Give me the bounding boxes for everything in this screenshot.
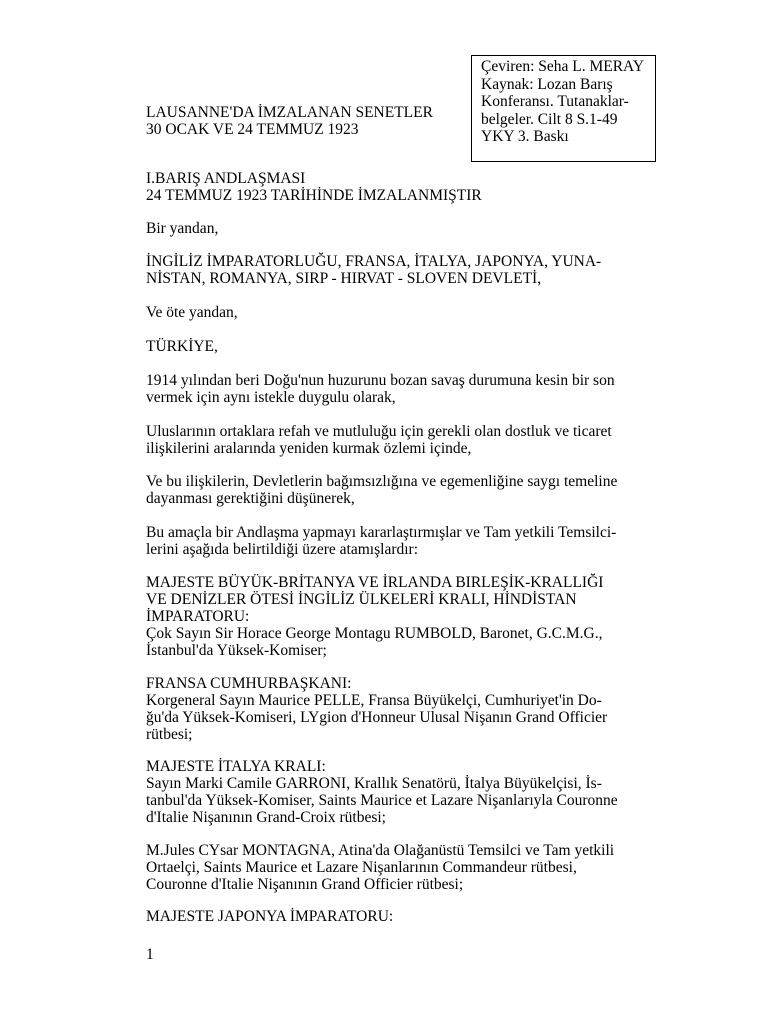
source-line: Kaynak: Lozan Barış (481, 75, 613, 93)
paragraph-montagna: M.Jules CYsar MONTAGNA, Atina'da Olağanüstü Temsilci ve Tam yetkili Ortaelçi, Saints Maurice et Lazare Nişanlarının Commandeur rütbesi, Couronne d'Italie Nişanının Grand Officier rütbesi; (146, 842, 615, 893)
page-number: 1 (146, 946, 154, 963)
paragraph-iliskiler: Ve bu ilişkilerin, Devletlerin bağımsızlığına ve egemenliğine saygı temeline dayanması gerektiğini düşünerek, (146, 473, 618, 507)
paragraph-japonya: MAJESTE JAPONYA İMPARATORU: (146, 908, 394, 925)
paragraph-amac: Bu amaçla bir Andlaşma yapmayı kararlaştırmışlar ve Tam yetkili Temsilci- lerini aşağıda belirtildiği üzere atamışlardır: (146, 524, 617, 558)
source-line: Konferansı. Tutanaklar- (481, 93, 629, 110)
paragraph-fransa: FRANSA CUMHURBAŞKANI: Korgeneral Sayın Maurice PELLE, Fransa Büyükelçi, Cumhuriyet'in Do- ğu'da Yüksek-Komiseri, LYgion d'Honneur Ulusal Nişanın Grand Officier rütbesi; (146, 675, 608, 743)
source-line: YKY 3. Baskı (481, 128, 569, 145)
paragraph-italya: MAJESTE İTALYA KRALI: Sayın Marki Camile GARRONI, Krallık Senatörü, İtalya Büyükelçisi, İs- tanbul'da Yüksek-Komiser, Saints Maurice et Lazare Nişanlarıyla Couronne d'Italie Nişanının Grand-Croix rütbesi; (146, 758, 618, 826)
paragraph-parties: İNGİLİZ İMPARATORLUĞU, FRANSA, İTALYA, JAPONYA, YUNA- NİSTAN, ROMANYA, SIRP - HIRVAT - SLOVEN DEVLETİ, (146, 253, 602, 287)
paragraph-ote-yandan: Ve öte yandan, (146, 304, 238, 321)
paragraph-1914: 1914 yılından beri Doğu'nun huzurunu bozan savaş durumuna kesin bir son vermek için aynı istekle duygulu olarak, (146, 372, 615, 406)
source-line: Çeviren: Seha L. MERAY (481, 58, 645, 75)
document-title: LAUSANNE'DA İMZALANAN SENETLER 30 OCAK VE 24 TEMMUZ 1923 (146, 104, 433, 138)
source-line: belgeler. Cilt 8 S.1-49 (481, 110, 618, 128)
paragraph-turkiye: TÜRKİYE, (146, 338, 218, 355)
paragraph-britanya: MAJESTE BÜYÜK-BRİTANYA VE İRLANDA BIRLEŞİK-KRALLIĞI VE DENİZLER ÖTESİ İNGİLİZ ÜLKELERİ KRALI, HİNDİSTAN İMPARATORU: Çok Sayın Sir Horace George Montagu RUMBOLD, Baronet, G.C.M.G., İstanbul'da Yüksek-Komiser; (146, 574, 604, 659)
treaty-heading: I.BARIŞ ANDLAŞMASI 24 TEMMUZ 1923 TARİHİNDE İMZALANMIŞTIR (146, 170, 482, 204)
paragraph-uluslar: Uluslarının ortaklara refah ve mutluluğu için gerekli olan dostluk ve ticaret ilişkilerini aralarında yeniden kurmak özlemi içinde, (146, 423, 612, 457)
paragraph-bir-yandan: Bir yandan, (146, 220, 219, 237)
